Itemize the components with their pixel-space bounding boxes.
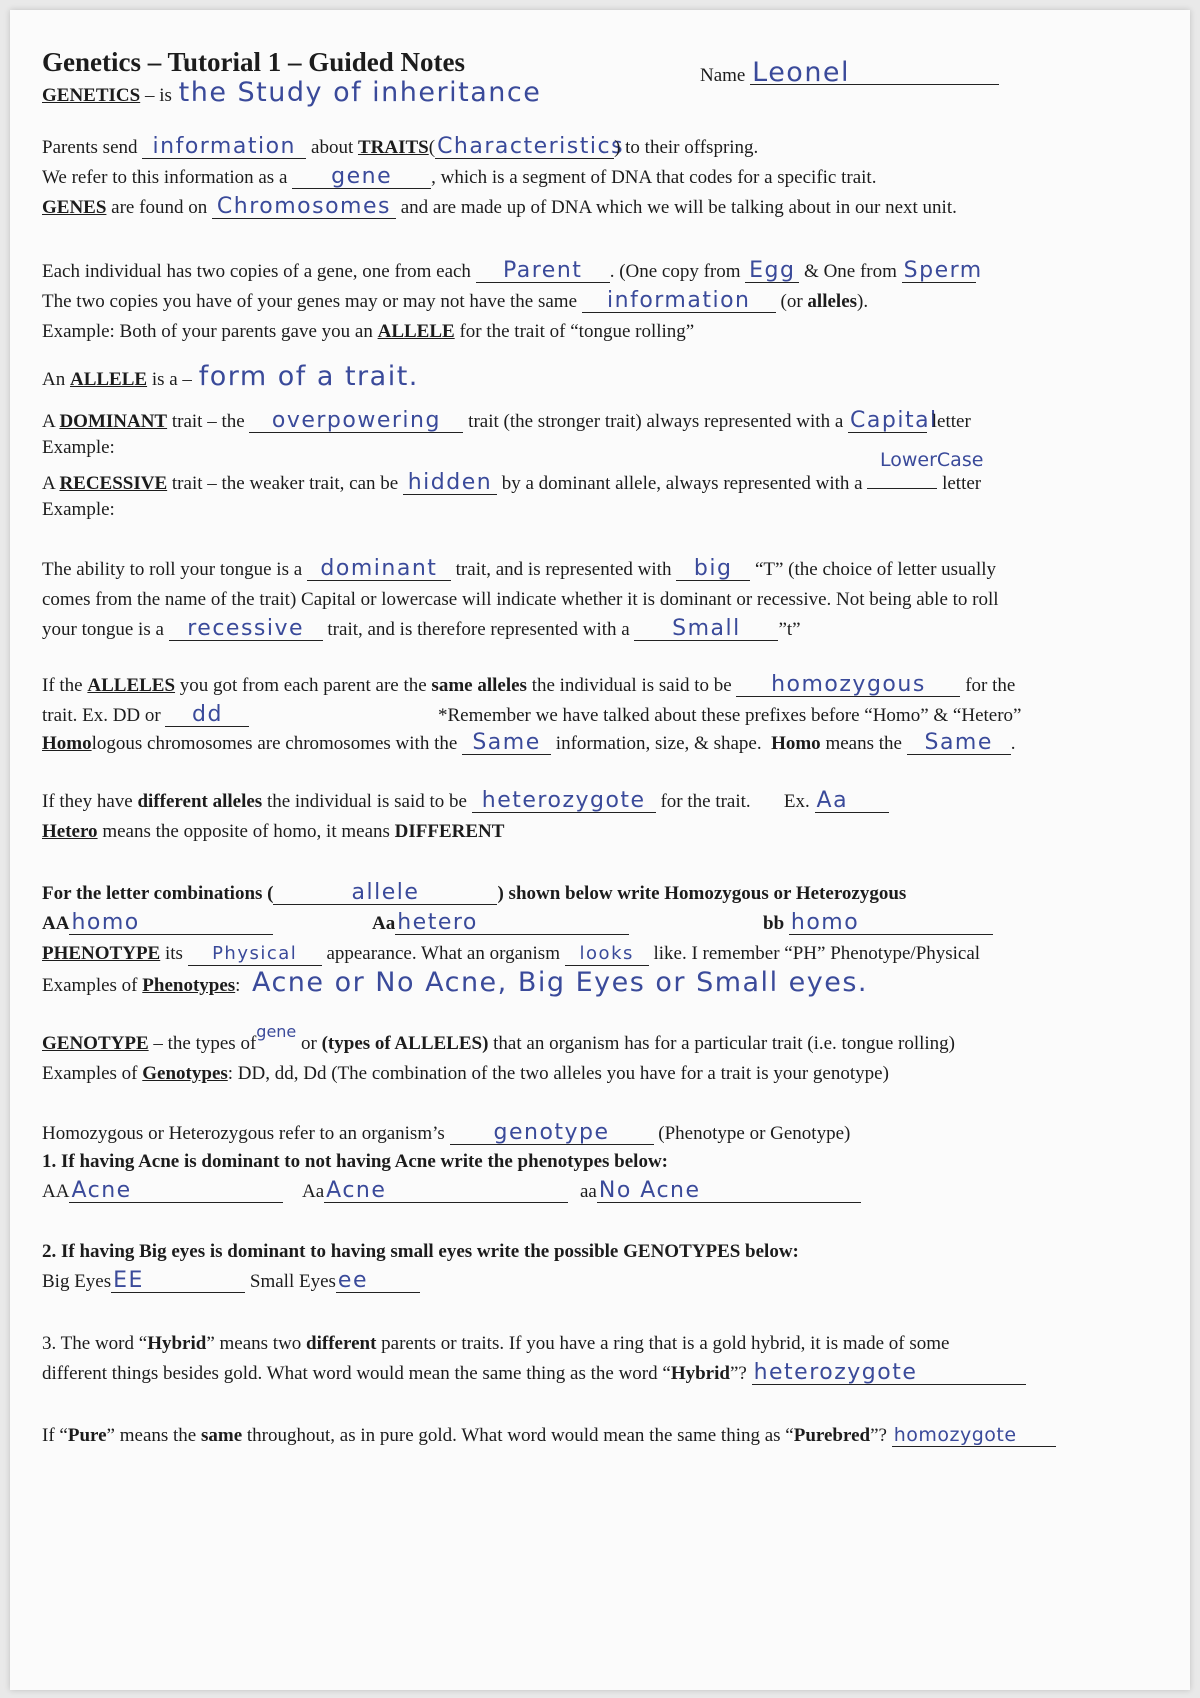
answer-AA-homo[interactable]: homo [69, 912, 273, 935]
text: Ex. [783, 791, 810, 812]
text: are found on [111, 197, 208, 218]
text: trait – the weaker trait, can be [171, 473, 399, 494]
text: & One from [804, 261, 897, 282]
hetero-line1 [42, 790, 889, 814]
worksheet-page [10, 10, 1190, 1690]
text: for the trait. [660, 791, 751, 812]
text: throughout, as in pure gold. What word would mean the same thing as “ [246, 1425, 794, 1446]
text: Aa [302, 1181, 325, 1202]
text: An [42, 369, 66, 390]
answer-genotype[interactable]: genotype [450, 1122, 654, 1145]
text: its [164, 943, 183, 964]
text: ”? [729, 1363, 747, 1384]
text: aa [580, 1181, 597, 1202]
answer-q1-Aa[interactable]: Acne [324, 1180, 568, 1203]
text: For the letter combinations ( [42, 883, 274, 904]
answer-dominant[interactable]: dominant [307, 558, 451, 581]
text: your tongue is a [42, 619, 164, 640]
types-of-alleles: (types of ALLELES) [321, 1033, 489, 1054]
allele-definition [42, 361, 421, 392]
p2-line1 [42, 258, 983, 284]
text: Parents send [42, 137, 138, 158]
letters-line1 [42, 882, 906, 906]
text: Example: Both of your parents gave you an [42, 321, 373, 342]
text: by a dominant allele, always represented with a [501, 473, 863, 494]
term-phenotype: PHENOTYPE [42, 943, 161, 964]
text: Each individual has two copies of a gene, one from each [42, 261, 471, 282]
q1-Aa [302, 1180, 568, 1204]
answer-information[interactable]: information [142, 136, 306, 159]
q4-line [42, 1424, 1056, 1448]
genotype-examples [42, 1062, 889, 1086]
text: “T” (the choice of letter usually [754, 559, 997, 580]
dominant-example: Example: [42, 437, 115, 458]
answer-gene-2[interactable]: gene [256, 1022, 297, 1041]
text: trait – the [171, 411, 245, 432]
text: trait (the stronger trait) always represented with a [468, 411, 844, 432]
text: trait, and is represented with [455, 559, 672, 580]
text: different things besides gold. What word would mean the same thing as the word “ [42, 1363, 671, 1384]
term-genes: GENES [42, 197, 107, 218]
p1-line2 [42, 166, 876, 190]
answer-big-eyes[interactable]: EE [111, 1270, 245, 1293]
dominant-line [42, 410, 971, 434]
text: If “ [42, 1425, 68, 1446]
text: about [311, 137, 354, 158]
same-bold: same [200, 1425, 243, 1446]
answer-same-2[interactable]: Same [907, 732, 1011, 755]
q3-line2 [42, 1362, 1026, 1386]
text: for the trait of “tongue rolling” [459, 321, 695, 342]
text: ). [857, 291, 869, 312]
text: . (One copy from [609, 261, 741, 282]
answer-q1-aa[interactable]: No Acne [597, 1180, 861, 1203]
q1-title: 1. If having Acne is dominant to not having Acne write the phenotypes below: [42, 1151, 668, 1172]
text: ) to their offspring. [614, 137, 759, 158]
answer-egg[interactable]: Egg [745, 260, 799, 283]
genetics-answer[interactable]: the Study of inheritance [178, 77, 542, 108]
recessive-example: Example: [42, 499, 115, 520]
answer-small-eyes[interactable]: ee [336, 1270, 420, 1293]
text: letter [931, 411, 971, 432]
text: Aa [372, 913, 396, 934]
text: ”? [870, 1425, 887, 1446]
name-row [700, 57, 999, 88]
text: ( [428, 137, 436, 158]
text: for the [965, 675, 1016, 696]
genotype-line1 [42, 1022, 955, 1056]
term-alleles: ALLELES [87, 675, 176, 696]
text: trait, and is therefore represented with a [327, 619, 630, 640]
genetics-term: GENETICS [42, 85, 141, 106]
answer-gene[interactable]: gene [292, 166, 431, 189]
tongue-line3 [42, 618, 801, 642]
page-title: Genetics – Tutorial 1 – Guided Notes [42, 47, 466, 77]
answer-q1-AA[interactable]: Acne [69, 1180, 283, 1203]
text: trait. Ex. DD or [42, 705, 161, 726]
pure-bold: Pure [67, 1425, 107, 1446]
remember-note: *Remember we have talked about these prefixes before “Homo” & “Hetero” [438, 705, 1022, 726]
q2-answers [42, 1270, 420, 1294]
text: like. I remember “PH” Phenotype/Physical [653, 943, 981, 964]
text: the individual is said to be [266, 791, 467, 812]
text: means the [825, 733, 902, 754]
text: Examples of [42, 1063, 138, 1084]
answer-same[interactable]: Same [462, 732, 551, 755]
term-hetero: Hetero [42, 821, 98, 842]
alleles-bold: alleles [807, 291, 858, 312]
text: If they have [42, 791, 133, 812]
text: A [42, 473, 55, 494]
letters-Aa [372, 912, 629, 936]
p2-line3 [42, 320, 694, 344]
answer-homozygote[interactable]: homozygote [892, 1424, 1056, 1447]
answer-lowercase[interactable]: LowerCase [880, 449, 984, 471]
hybrid-bold-2: Hybrid [670, 1363, 730, 1384]
answer-looks[interactable]: looks [565, 943, 649, 966]
phenotype-examples [42, 967, 870, 998]
phenotype-line1 [42, 942, 980, 966]
text: ”t” [778, 619, 801, 640]
term-recessive: RECESSIVE [59, 473, 168, 494]
text: Homozygous or Heterozygous refer to an organism’s [42, 1123, 445, 1144]
text: is a – [151, 369, 192, 390]
hetero-line2 [42, 820, 504, 844]
genetics-is: – is [144, 85, 172, 106]
answer-Aa-hetero[interactable]: hetero [395, 912, 629, 935]
text: letter [942, 473, 982, 494]
blank-line [867, 470, 937, 489]
text: (Phenotype or Genotype) [658, 1123, 851, 1144]
answer-physical[interactable]: Physical [188, 943, 322, 966]
term-homo: Homo [42, 733, 92, 754]
text: , which is a segment of DNA that codes for a specific trait. [431, 167, 877, 188]
text: If the [42, 675, 83, 696]
answer-aa[interactable]: Aa [815, 790, 889, 813]
text: A [42, 411, 55, 432]
answer-form-of-trait[interactable]: form of a trait. [198, 361, 419, 392]
answer-heterozygote-2[interactable]: heterozygote [752, 1362, 1026, 1385]
answer-homozygous[interactable]: homozygous [736, 674, 960, 697]
answer-bb-homo[interactable]: homo [789, 912, 993, 935]
q1-aa [580, 1180, 861, 1204]
text: : [235, 975, 241, 996]
text: Big Eyes [42, 1271, 112, 1292]
term-genotype: GENOTYPE [42, 1033, 149, 1054]
answer-characteristics[interactable]: Characteristics [437, 134, 625, 159]
letters-aa [42, 912, 273, 936]
answer-information-2[interactable]: information [582, 290, 776, 313]
answer-capital[interactable]: Capital [850, 408, 938, 433]
answer-allele[interactable]: allele [273, 882, 497, 905]
text: that an organism has for a particular trait (i.e. tongue rolling) [493, 1033, 955, 1054]
term-phenotypes: Phenotypes [142, 975, 236, 996]
p1-line3 [42, 196, 957, 220]
letters-bb [763, 912, 993, 936]
term-dominant: DOMINANT [59, 411, 168, 432]
genetics-definition [42, 77, 543, 108]
answer-chromosomes[interactable]: Chromosomes [212, 196, 396, 219]
tongue-line1 [42, 558, 996, 582]
text: Examples of [42, 975, 138, 996]
text: ” means the [106, 1425, 197, 1446]
text: (or [780, 291, 803, 312]
answer-parent[interactable]: Parent [476, 260, 610, 283]
term-genotypes: Genotypes [142, 1063, 228, 1084]
text: AA [42, 1181, 70, 1202]
answer-hidden[interactable]: hidden [403, 472, 497, 495]
text: bb [763, 913, 785, 934]
text: logous chromosomes are chromosomes with the [91, 733, 458, 754]
different-bold: DIFFERENT [394, 821, 505, 842]
homo-bold: Homo [771, 733, 821, 754]
tongue-line2: comes from the name of the trait) Capital or lowercase will indicate whether it is dominant or recessive. Not being able to roll [42, 589, 999, 610]
text: the individual is said to be [531, 675, 732, 696]
text: 3. The word “ [42, 1333, 148, 1354]
text: you got from each parent are the [179, 675, 427, 696]
text: – the types of [153, 1033, 257, 1054]
text: parents or traits. If you have a ring that is a gold hybrid, it is made of some [381, 1333, 950, 1354]
name-answer[interactable]: Leonel [750, 62, 999, 85]
answer-big[interactable]: big [676, 558, 750, 581]
homo-line1 [42, 674, 1015, 698]
text: ” means two [206, 1333, 302, 1354]
different-bold-2: different [306, 1333, 377, 1354]
same-alleles: same alleles [431, 675, 527, 696]
text: ) shown below write Homozygous or Heterozygous [497, 883, 907, 904]
recessive-line [42, 470, 981, 496]
q1-AA [42, 1180, 283, 1204]
homo-line3 [42, 732, 1015, 756]
text: AA [42, 913, 70, 934]
different-alleles: different alleles [137, 791, 263, 812]
p2-line2 [42, 290, 868, 314]
text: means the opposite of homo, it means [102, 821, 390, 842]
text: We refer to this information as a [42, 167, 288, 188]
text: Small Eyes [249, 1271, 336, 1292]
q2-title: 2. If having Big eyes is dominant to having small eyes write the possible GENOTYPES below: [42, 1241, 799, 1262]
term-allele-def: ALLELE [69, 369, 148, 390]
purebred-bold: Purebred [793, 1425, 871, 1446]
answer-sperm[interactable]: Sperm [903, 258, 983, 283]
q0-line [42, 1122, 850, 1146]
answer-phenotype-examples[interactable]: Acne or No Acne, Big Eyes or Small eyes. [251, 967, 868, 998]
answer-overpowering[interactable]: overpowering [249, 410, 463, 433]
p1-line1 [42, 136, 758, 160]
q3-line1 [42, 1332, 949, 1356]
text: The two copies you have of your genes may or may not have the same [42, 291, 578, 312]
answer-recessive[interactable]: recessive [169, 618, 323, 641]
homo-line2 [42, 704, 249, 728]
text: The ability to roll your tongue is a [42, 559, 303, 580]
text: . [1010, 733, 1016, 754]
term-allele: ALLELE [377, 321, 455, 342]
text: or [301, 1033, 317, 1054]
text: appearance. What an organism [326, 943, 560, 964]
name-label: Name [700, 65, 746, 86]
term-traits: TRAITS [357, 137, 429, 158]
text: : DD, dd, Dd (The combination of the two alleles you have for a trait is your genotype) [227, 1063, 889, 1084]
answer-heterozygote[interactable]: heterozygote [472, 790, 656, 813]
answer-dd[interactable]: dd [165, 704, 249, 727]
answer-small[interactable]: Small [634, 618, 778, 641]
text: and are made up of DNA which we will be talking about in our next unit. [400, 197, 957, 218]
text: information, size, & shape. [555, 733, 762, 754]
hybrid-bold: Hybrid [147, 1333, 207, 1354]
